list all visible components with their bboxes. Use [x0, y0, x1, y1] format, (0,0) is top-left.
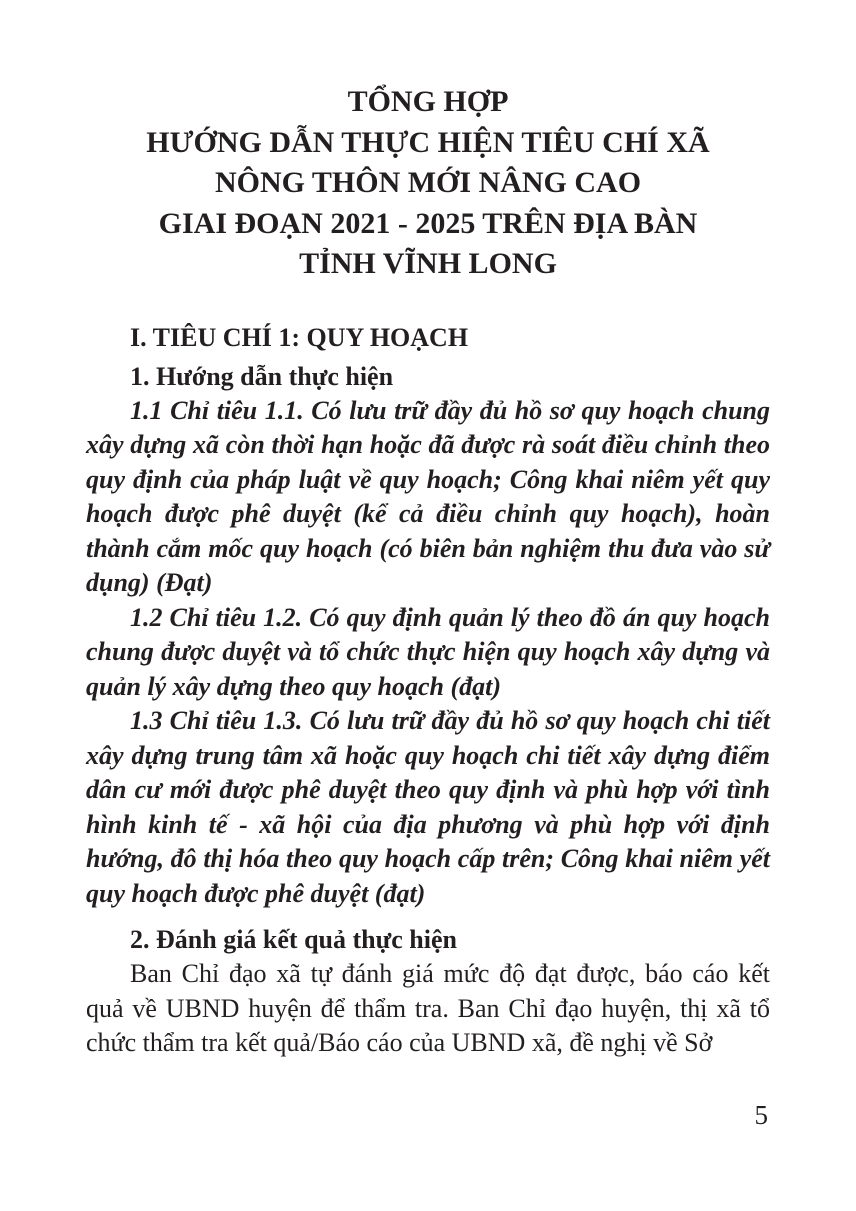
- criterion-1-3: 1.3 Chỉ tiêu 1.3. Có lưu trữ đầy đủ hồ sơ quy hoạch chi tiết xây dựng trung tâm xã hoặc quy hoạch chi tiết xây dựng điểm dân cư mới được phê duyệt theo quy định và phù hợp với tình hình kinh tế - xã hội của địa phương và phù hợp với định hướng, đô thị hóa theo quy hoạch cấp trên; Công khai niêm yết quy hoạch được phê duyệt (đạt): [86, 706, 770, 908]
- title-line-1: TỔNG HỢP: [347, 85, 509, 118]
- title-line-2: HƯỚNG DẪN THỰC HIỆN TIÊU CHÍ XÃ: [146, 125, 710, 159]
- title-line-5: TỈNH VĨNH LONG: [299, 247, 557, 280]
- subsection-heading-evaluation: 2. Đánh giá kết quả thực hiện: [130, 925, 457, 954]
- criterion-1-2: 1.2 Chỉ tiêu 1.2. Có quy định quản lý theo đồ án quy hoạch chung được duyệt và tổ chức thực hiện quy hoạch xây dựng và quản lý xây dựng theo quy hoạch (đạt): [86, 602, 770, 701]
- section-heading: I. TIÊU CHÍ 1: QUY HOẠCH: [130, 322, 469, 352]
- evaluation-paragraph: Ban Chỉ đạo xã tự đánh giá mức độ đạt được, báo cáo kết quả về UBND huyện để thẩm tra. Ban Chỉ đạo huyện, thị xã tổ chức thẩm tra kết quả/Báo cáo của UBND xã, đề nghị về Sở: [86, 959, 770, 1057]
- title-line-4: GIAI ĐOẠN 2021 - 2025 TRÊN ĐỊA BÀN: [158, 206, 698, 240]
- page-number: 5: [754, 1100, 768, 1130]
- document-page: [86, 82, 770, 1061]
- subsection-heading-guidance: 1. Hướng dẫn thực hiện: [130, 361, 394, 391]
- document-title: [86, 82, 770, 285]
- title-line-3: NÔNG THÔN MỚI NÂNG CAO: [214, 166, 642, 199]
- criterion-1-1: 1.1 Chỉ tiêu 1.1. Có lưu trữ đầy đủ hồ sơ quy hoạch chung xây dựng xã còn thời hạn hoặc đã được rà soát điều chỉnh theo quy định của pháp luật về quy hoạch; Công khai niêm yết quy hoạch được phê duyệt (kể cả điều chỉnh quy hoạch), hoàn thành cắm mốc quy hoạch (có biên bản nghiệm thu đưa vào sử dụng) (Đạt): [86, 395, 770, 597]
